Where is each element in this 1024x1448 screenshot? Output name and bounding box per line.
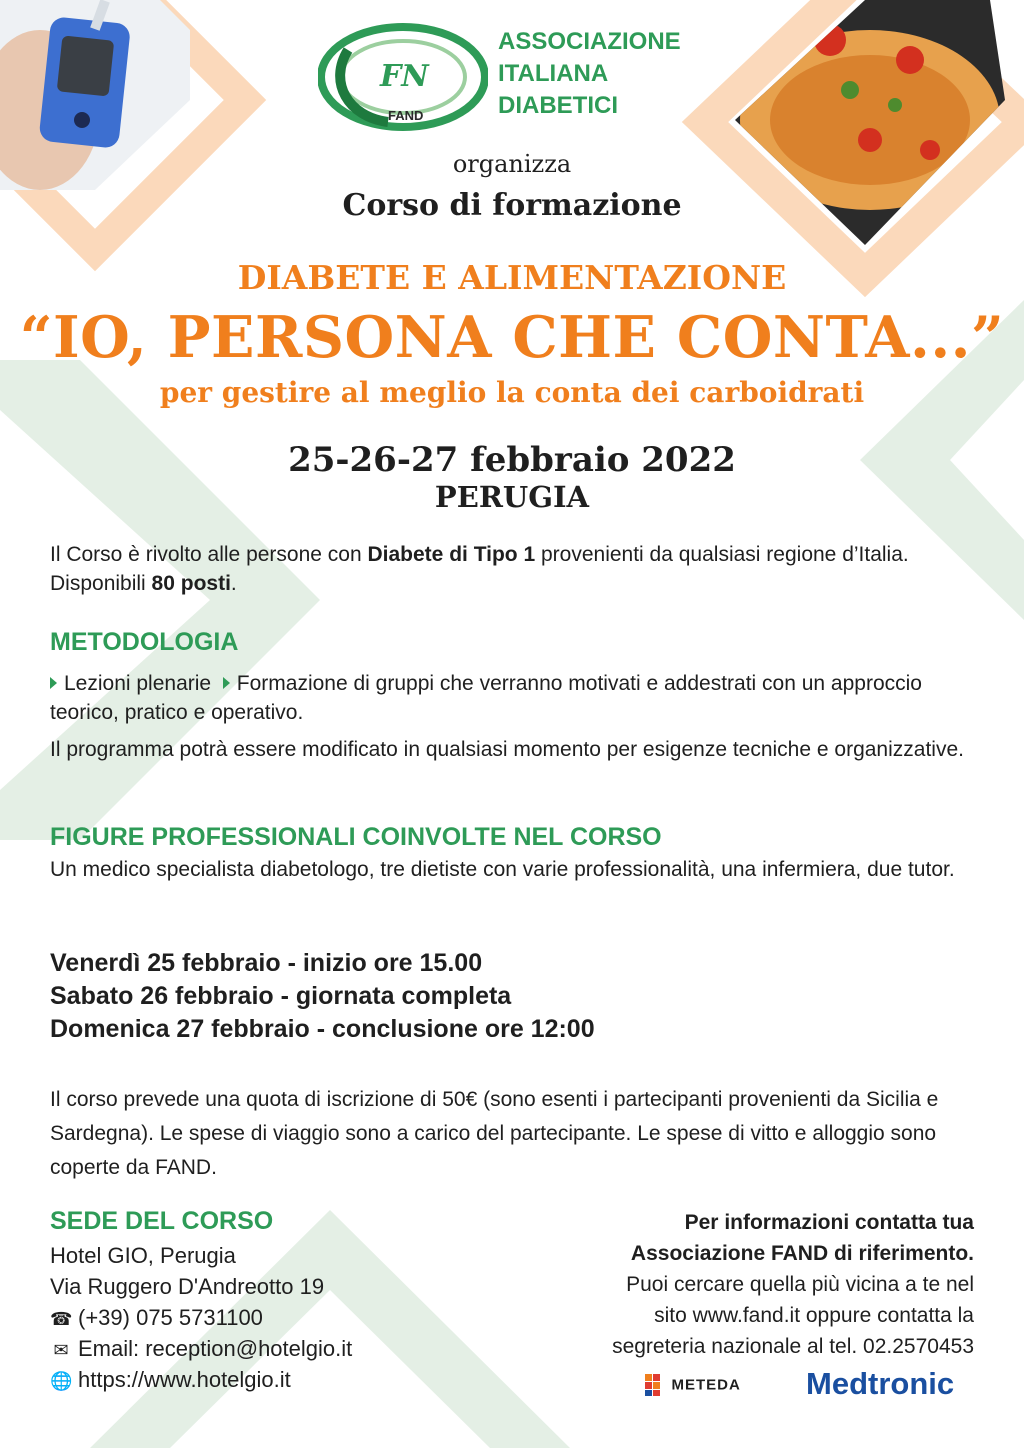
metodologia-item-2: Formazione di gruppi che verranno motivati e addestrati con un approccio teorico, pratico e operativo. <box>50 672 922 724</box>
info-line-4: sito www.fand.it oppure contatta la <box>654 1304 974 1327</box>
logo-text: FAND <box>388 108 424 123</box>
sede-hotel: Hotel GIO, Perugia <box>50 1243 236 1268</box>
quota-paragraph: Il corso prevede una quota di iscrizione di 50€ (sono esenti i partecipanti provenienti da Sicilia e Sardegna). Le spese di viaggio sono a carico del partecipante. Le spese di vitto e alloggio sono coperte da FAND. <box>50 1088 939 1179</box>
info-line-5: segreteria nazionale al tel. 02.2570453 <box>612 1335 974 1358</box>
svg-text:FN: FN <box>380 59 429 94</box>
sede-phone[interactable]: (+39) 075 5731100 <box>78 1305 263 1330</box>
association-name <box>498 26 728 122</box>
sede-address: Via Ruggero D'Andreotto 19 <box>50 1274 325 1299</box>
title-main: “IO, PERSONA CHE CONTA...” <box>19 304 1005 371</box>
medtronic-logo: Medtronic <box>806 1366 955 1401</box>
course-type: Corso di formazione <box>342 188 682 223</box>
fand-logo <box>318 22 488 132</box>
figure-heading: FIGURE PROFESSIONALI COINVOLTE NEL CORSO <box>50 823 662 851</box>
bullet-arrow-icon <box>50 677 57 689</box>
schedule-day-2: Sabato 26 febbraio - giornata completa <box>50 982 512 1010</box>
target-seats: 80 posti <box>151 572 231 595</box>
schedule <box>50 947 595 1046</box>
meteda-text: METEDA <box>671 1376 741 1394</box>
metodologia-heading: METODOLOGIA <box>50 628 239 656</box>
sede-website-link[interactable]: https://www.hotelgio.it <box>78 1367 291 1392</box>
metodologia-list <box>50 669 980 727</box>
sede-web-row <box>50 1364 291 1397</box>
sede-heading: SEDE DEL CORSO <box>50 1207 274 1235</box>
target-paragraph: Il Corso è rivolto alle persone con Diabete di Tipo 1 provenienti da qualsiasi regione d’Italia. Disponibili 80 posti. <box>50 543 909 595</box>
info-box <box>534 1207 974 1362</box>
sede-email-row <box>50 1333 352 1366</box>
title-subtitle: per gestire al meglio la conta dei carboidrati <box>159 376 865 409</box>
meteda-logo <box>645 1374 741 1398</box>
schedule-day-3: Domenica 27 febbraio - conclusione ore 12:00 <box>50 1015 595 1043</box>
org-line-2: ITALIANA <box>498 60 609 87</box>
globe-icon: 🌐 <box>50 1371 73 1391</box>
event-city: PERUGIA <box>434 480 590 514</box>
envelope-icon: ✉ <box>53 1340 69 1360</box>
metodologia-item-1: Lezioni plenarie <box>64 672 212 695</box>
org-line-3: DIABETICI <box>498 92 618 119</box>
figure-text: Un medico specialista diabetologo, tre dietiste con varie professionalità, una infermiera, due tutor. <box>50 858 955 881</box>
meteda-mark-icon <box>645 1374 667 1396</box>
title-topic: DIABETE E ALIMENTAZIONE <box>237 258 787 297</box>
event-dates: 25-26-27 febbraio 2022 <box>288 440 736 480</box>
metodologia-note: Il programma potrà essere modificato in qualsiasi momento per esigenze tecniche e organizzative. <box>50 738 964 761</box>
phone-icon: ☎ <box>50 1309 73 1329</box>
schedule-day-1: Venerdì 25 febbraio - inizio ore 15.00 <box>50 949 483 977</box>
sede-email[interactable]: Email: reception@hotelgio.it <box>78 1336 353 1361</box>
org-line-1: ASSOCIAZIONE <box>498 28 681 55</box>
info-line-3: Puoi cercare quella più vicina a te nel <box>626 1273 974 1296</box>
target-diabetes-type: Diabete di Tipo 1 <box>367 543 536 566</box>
sede-phone-row <box>50 1302 263 1335</box>
bullet-arrow-icon <box>223 677 230 689</box>
organizza-label: organizza <box>452 150 572 178</box>
info-line-1: Per informazioni contatta tua <box>684 1211 974 1234</box>
info-line-2: Associazione FAND di riferimento. <box>630 1242 974 1265</box>
